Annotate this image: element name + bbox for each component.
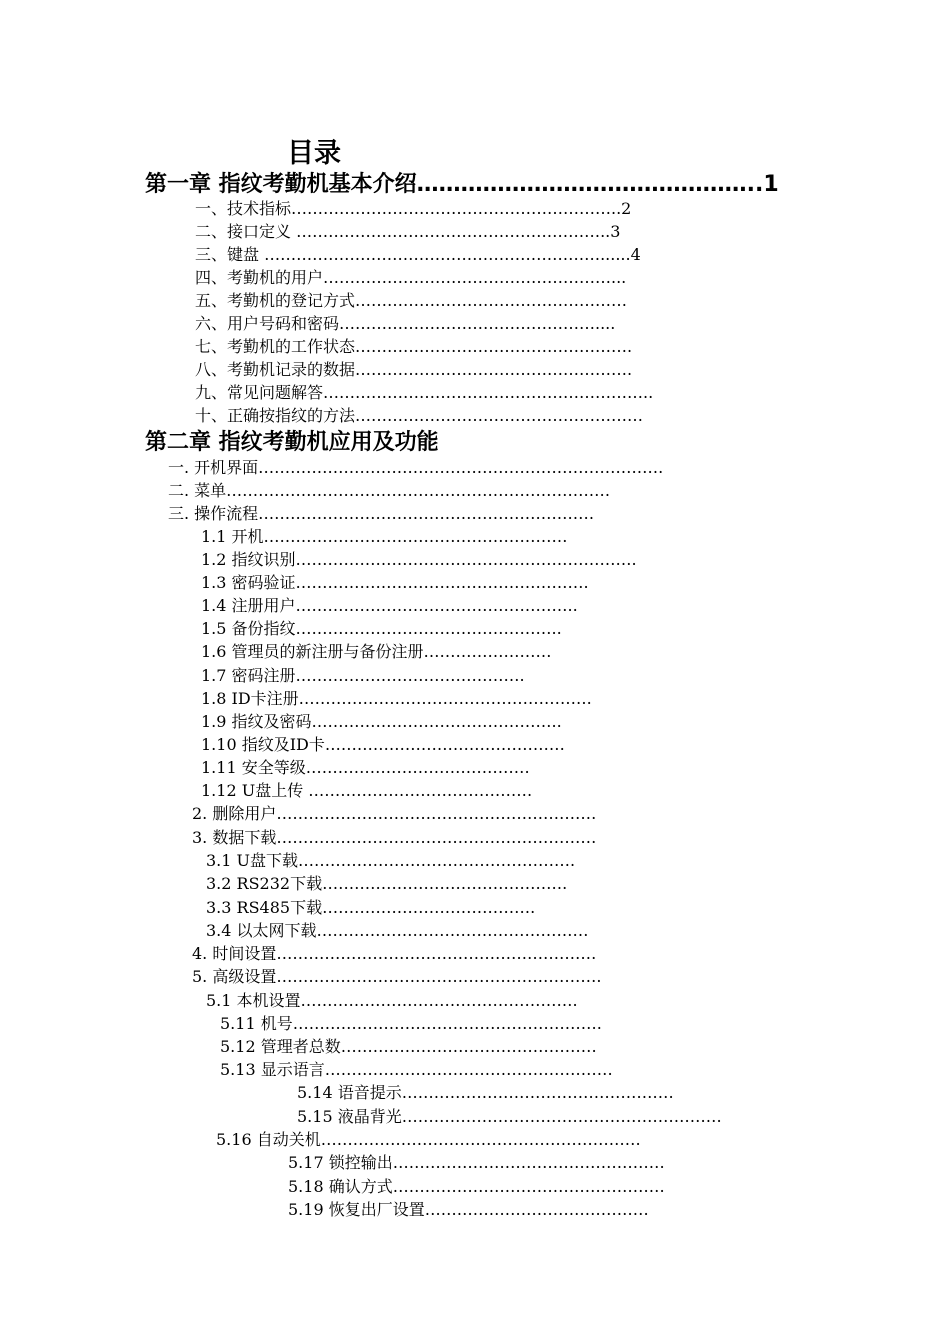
toc-entry[interactable]: 1.9 指纹及密码……………………………………….. — [201, 712, 562, 731]
toc-entry[interactable]: 1.10 指纹及ID卡……………………………………… — [201, 735, 565, 754]
toc-entry[interactable]: 1.5 备份指纹………………………………………….. — [201, 619, 562, 638]
toc-entry[interactable]: 五、考勤机的登记方式…………………………………………… — [195, 291, 628, 310]
chapter-2-heading[interactable]: 第二章 指纹考勤机应用及功能 — [145, 430, 439, 455]
toc-entry[interactable]: 2. 删除用户…………………………………………………… — [192, 804, 597, 823]
toc-entry[interactable]: 1.7 密码注册……………………………………. — [201, 666, 525, 685]
toc-entry[interactable]: 1.12 U盘上传 …………………………………… — [201, 781, 533, 800]
toc-entry[interactable]: 一、技术指标……………………………………………………..2 — [195, 199, 632, 218]
toc-entry[interactable]: 1.6 管理员的新注册与备份注册…………………… — [201, 642, 552, 661]
toc-entry[interactable]: 六、用户号码和密码………………………………………….... — [195, 314, 616, 333]
toc-entry[interactable]: 1.1 开机………………………………………………… — [201, 527, 568, 546]
toc-entry[interactable]: 四、考勤机的用户………………………………………………... — [195, 268, 627, 287]
toc-entry[interactable]: 5.12 管理者总数………………………………………… — [220, 1037, 597, 1056]
toc-entry[interactable]: 5.19 恢复出厂设置…………………………………… — [288, 1200, 649, 1219]
toc-entry[interactable]: 5.17 锁控输出…………………………………………… — [288, 1153, 665, 1172]
toc-entry[interactable]: 5.18 确认方式…………………………………………… — [288, 1177, 665, 1196]
toc-entry[interactable]: 九、常见问题解答…………………………………………………….. — [195, 383, 654, 402]
toc-entry[interactable]: 3.2 RS232下载………………………………………. — [206, 874, 568, 893]
toc-entry[interactable]: 二、接口定义 …………………………………………………..3 — [195, 222, 621, 241]
chapter-1-heading[interactable]: 第一章 指纹考勤机基本介绍………………………………………..1 — [145, 172, 779, 197]
toc-entry[interactable]: 1.3 密码验证………………………………………………. — [201, 573, 589, 592]
toc-entry[interactable]: 5.16 自动关机…………………………………………………… — [216, 1130, 641, 1149]
toc-entry[interactable]: 3.4 以太网下载…………………………………………… — [206, 921, 589, 940]
toc-entry[interactable]: 三、键盘 ………………………………………………………......4 — [195, 245, 641, 264]
toc-entry[interactable]: 5.14 语音提示…………………………………………… — [297, 1083, 674, 1102]
toc-entry[interactable]: 1.4 注册用户…………………………………………….. — [201, 596, 578, 615]
toc-entry[interactable]: 三. 操作流程……………………………………………………… — [168, 504, 595, 523]
toc-entry[interactable]: 5. 高级设置……………………………………………………. — [192, 967, 602, 986]
toc-entry[interactable]: 3.3 RS485下载…………………………………. — [206, 898, 536, 917]
toc-entry[interactable]: 1.8 ID卡注册………………………………………………. — [201, 689, 592, 708]
toc-entry[interactable]: 4. 时间设置…………………………………………………… — [192, 944, 597, 963]
toc-entry[interactable]: 1.2 指纹识别………………………………………………………. — [201, 550, 637, 569]
toc-entry[interactable]: 5.11 机号…………………………………………………. — [220, 1014, 602, 1033]
toc-entry[interactable]: 十、正确按指纹的方法……………………………………………… — [195, 406, 644, 425]
toc-entry[interactable]: 5.13 显示语言……………………………………………… — [220, 1060, 613, 1079]
toc-entry[interactable]: 5.1 本机设置……………………………………………. — [206, 991, 578, 1010]
toc-title: 目录 — [287, 138, 341, 169]
toc-entry[interactable]: 一. 开机界面…………………………………………………………………. — [168, 458, 664, 477]
toc-entry[interactable]: 5.15 液晶背光…………………………………………………… — [297, 1107, 722, 1126]
toc-entry[interactable]: 二. 菜单……………………………………………………………… — [168, 481, 611, 500]
toc-entry[interactable]: 1.11 安全等级…………………………………… — [201, 758, 530, 777]
toc-entry[interactable]: 八、考勤机记录的数据……………………………………………. — [195, 360, 633, 379]
toc-entry[interactable]: 七、考勤机的工作状态……………………………………………. — [195, 337, 633, 356]
toc-entry[interactable]: 3. 数据下载…………………………………………………… — [192, 828, 597, 847]
toc-entry[interactable]: 3.1 U盘下载……………………………………………. — [206, 851, 576, 870]
